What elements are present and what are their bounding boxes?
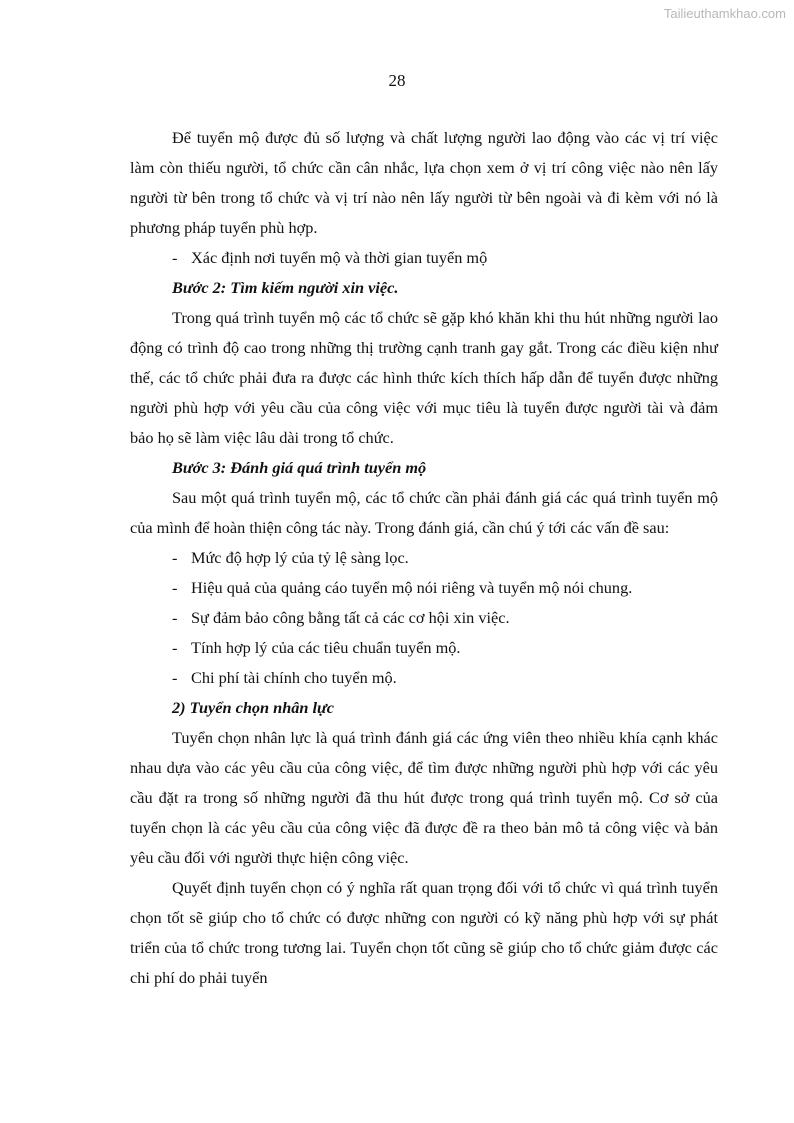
document-body [130,123,718,993]
page-number: 28 [388,71,406,90]
bullet-marker: - [172,248,178,267]
paragraph: Quyết định tuyển chọn có ý nghĩa rất quan trọng đối với tổ chức vì quá trình tuyển chọn tốt sẽ giúp cho tổ chức có được những con người có kỹ năng phù hợp với sự phát triển của tổ chức trong tương lai. Tuyển chọn tốt cũng sẽ giúp cho tổ chức giảm được các chi phí do phải tuyển [130,878,718,987]
paragraph: Tuyển chọn nhân lực là quá trình đánh giá các ứng viên theo nhiều khía cạnh khác nhau dựa vào các yêu cầu của công việc, để tìm được những người phù hợp với các yêu cầu đặt ra trong số những người đã thu hút được trong quá trình tuyển mộ. Cơ sở của tuyển chọn là các yêu cầu của công việc đã được đề ra theo bản mô tả công việc và bản yêu cầu đối với người thực hiện công việc. [130,728,718,867]
list-item [130,663,718,693]
paragraph: Sau một quá trình tuyển mộ, các tổ chức cần phải đánh giá các quá trình tuyển mộ của mình để hoàn thiện công tác này. Trong đánh giá, cần chú ý tới các vấn đề sau: [130,488,718,537]
list-item [130,633,718,663]
section-heading: 2) Tuyển chọn nhân lực [172,698,335,717]
paragraph: Để tuyển mộ được đủ số lượng và chất lượng người lao động vào các vị trí việc làm còn thiếu người, tổ chức cần cân nhắc, lựa chọn xem ở vị trí công việc nào nên lấy người từ bên trong tổ chức và vị trí nào nên lấy người từ bên ngoài và đi kèm với nó là phương pháp tuyển phù hợp. [130,128,718,237]
list-item [130,243,718,273]
list-item [130,573,718,603]
list-item-text: Mức độ hợp lý của tỷ lệ sàng lọc. [191,548,409,567]
bullet-marker: - [172,608,178,627]
section-heading: Bước 2: Tìm kiếm người xin việc. [172,278,399,297]
list-item [130,543,718,573]
list-item [130,603,718,633]
list-item-text: Sự đảm bảo công bằng tất cả các cơ hội xin việc. [191,608,510,627]
section-heading: Bước 3: Đánh giá quá trình tuyển mộ [172,458,427,477]
list-item-text: Hiệu quả của quảng cáo tuyển mộ nói riêng và tuyển mộ nói chung. [191,578,633,597]
list-item-text: Xác định nơi tuyển mộ và thời gian tuyển mộ [191,248,488,267]
bullet-marker: - [172,668,178,687]
list-item-text: Tính hợp lý của các tiêu chuẩn tuyển mộ. [191,638,461,657]
bullet-marker: - [172,548,178,567]
list-item-text: Chi phí tài chính cho tuyển mộ. [191,668,397,687]
bullet-marker: - [172,638,178,657]
bullet-marker: - [172,578,178,597]
watermark: Tailieuthamkhao.com [663,6,786,21]
paragraph: Trong quá trình tuyển mộ các tổ chức sẽ gặp khó khăn khi thu hút những người lao động có trình độ cao trong những thị trường cạnh tranh gay gắt. Trong các điều kiện như thế, các tổ chức phải đưa ra được các hình thức kích thích hấp dẫn để tuyển được những người phù hợp với yêu cầu của công việc với mục tiêu là tuyển được người tài và đảm bảo họ sẽ làm việc lâu dài trong tổ chức. [130,308,718,447]
